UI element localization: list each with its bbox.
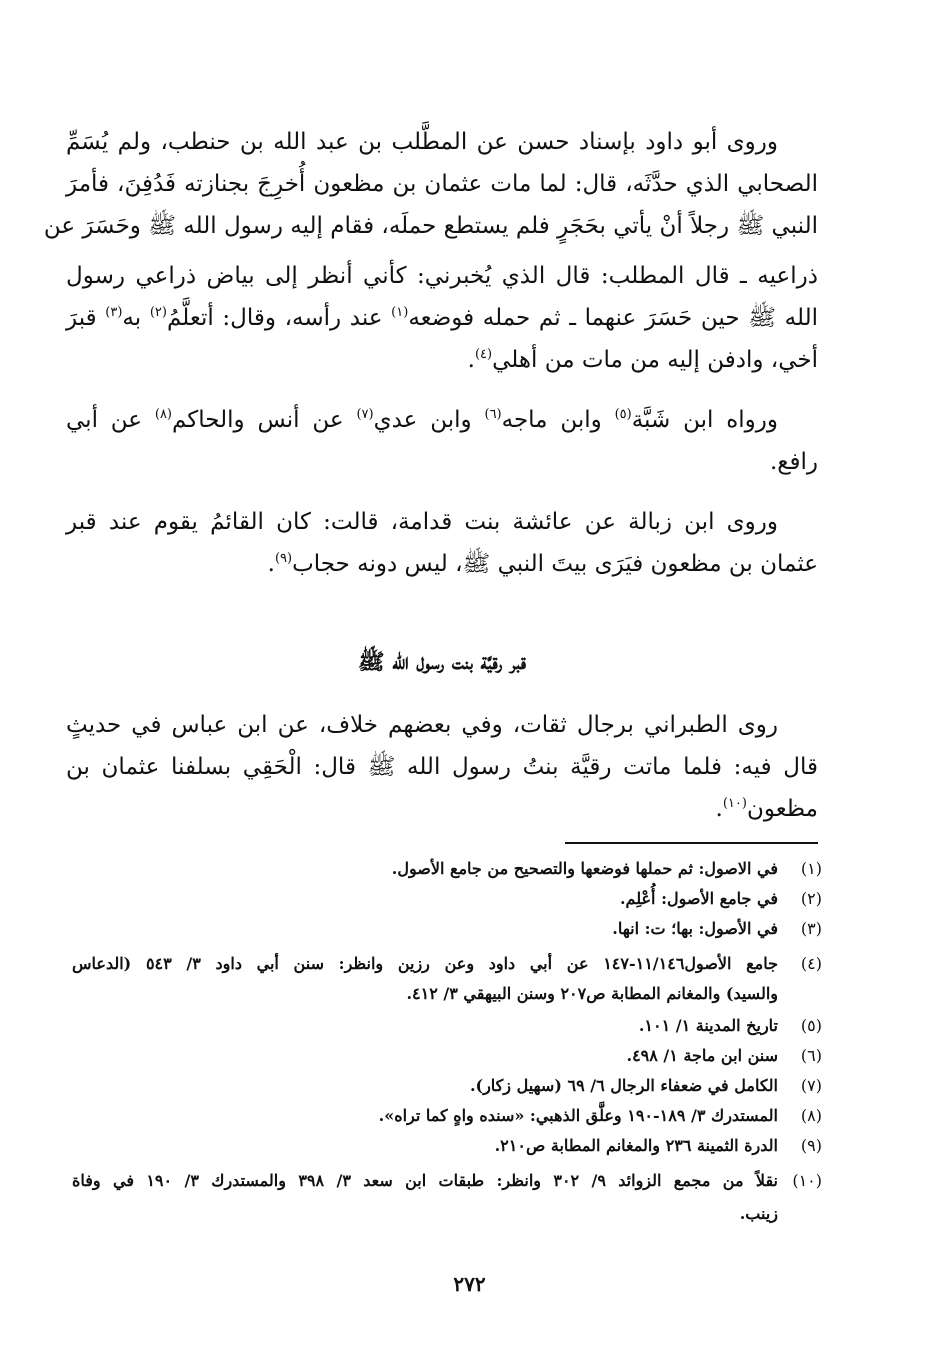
footnote-text: سنن ابن ماجة ١/ ٤٩٨.	[626, 1046, 778, 1065]
footnote-text: المستدرك ٣/ ١٨٩-١٩٠ وعلَّق الذهبي: «سنده واهٍ كما تراه».	[378, 1106, 778, 1125]
footnote-number: (٧)	[800, 1076, 822, 1095]
footnote-text: الدرة الثمينة ٢٣٦ والمغانم المطابة ص٢١٠.	[494, 1136, 778, 1155]
footnote-number: (٨)	[800, 1106, 822, 1125]
footnote-number: (٦)	[800, 1046, 822, 1065]
section-heading: قبر رقيَّة بنت رسول الله ﷺ	[358, 649, 526, 675]
footnote	[72, 918, 822, 940]
footnote-continuation: والسيد) والمغانم المطابة ص٢٠٧ وسنن البيهقي ٣/ ٤١٢.	[406, 984, 778, 1003]
body-line: الصحابي الذي حدَّثَه، قال: لما مات عثمان بن مظعون أُخرِجَ بجنازته فَدُفِنَ، فأمرَ	[66, 171, 818, 197]
period: .	[467, 347, 475, 373]
footnote-ref[interactable]: (١)	[391, 305, 409, 320]
footnote-ref[interactable]: (٨)	[154, 407, 172, 422]
text: عن أنس والحاكم	[172, 407, 357, 433]
body-line: قال فيه: فلما ماتت رقيَّة بنتُ رسول الله ﷺ قال: الْحَقِي بسلفنا عثمان بن	[66, 754, 818, 780]
footnote-text: في الأصول: بها؛ ت: انها.	[612, 919, 778, 938]
footnote-number: (٥)	[800, 1016, 822, 1035]
footnote-number: (٣)	[800, 919, 822, 938]
footnote	[72, 953, 822, 975]
text: عثمان بن مظعون فيَرَى بيتَ النبي ﷺ، ليس دونه حجاب	[292, 551, 818, 577]
body-line: وروى ابن زبالة عن عائشة بنت قدامة، قالت: كان القائمُ يقوم عند قبر	[66, 509, 778, 535]
footnote-number: (١٠)	[792, 1171, 823, 1190]
body-line	[66, 792, 818, 826]
text: وابن ماجه	[501, 407, 615, 433]
footnote-text: تاريخ المدينة ١/ ١٠١.	[638, 1016, 778, 1035]
footnote-ref[interactable]: (٢)	[149, 305, 167, 320]
body-line: وروى أبو داود بإسناد حسن عن المطَّلب بن عبد الله بن حنطب، ولم يُسَمِّ	[66, 129, 778, 155]
footnote-text: في الاصول: ثم حملها فوضعها والتصحيح من جامع الأصول.	[391, 859, 778, 878]
footnote	[72, 1075, 822, 1097]
page-number: ٢٧٢	[453, 1272, 486, 1296]
footnote-text: في جامع الأصول: أُعْلِم.	[619, 889, 778, 908]
period: .	[267, 551, 275, 577]
footnote	[72, 1170, 822, 1192]
footnote	[72, 1135, 822, 1157]
body-line: رافع.	[769, 449, 818, 475]
body-line	[66, 343, 818, 377]
text: وابن عدي	[373, 407, 485, 433]
footnote-ref[interactable]: (٦)	[484, 407, 502, 422]
footnote	[72, 1045, 822, 1067]
footnote	[72, 858, 822, 880]
body-line	[66, 403, 818, 437]
footnote-number: (٢)	[800, 889, 822, 908]
text: مظعون	[746, 796, 818, 822]
footnote-text: جامع الأصول١١/١٤٦-١٤٧ عن أبي داود وعن رزين وانظر: سنن أبي داود ٣/ ٥٤٣ (الدعاس	[72, 954, 779, 973]
body-line	[66, 547, 818, 581]
footnote-ref[interactable]: (١٠)	[722, 796, 747, 811]
body-line: ذراعيه ـ قال المطلب: قال الذي يُخبرني: كأني أنظر إلى بياض ذراعي رسول	[66, 263, 818, 289]
text: ورواه ابن شَبَّة	[631, 407, 778, 433]
footnote	[72, 1015, 822, 1037]
body-line: روى الطبراني برجال ثقات، وفي بعضهم خلاف، عن ابن عباس في حديثٍ	[66, 712, 778, 738]
text: عن أبي	[66, 407, 155, 433]
footnote-ref[interactable]: (٣)	[105, 305, 123, 320]
text: أخي، وادفن إليه من مات من أهلي	[492, 347, 818, 373]
footnote-text: الكامل في ضعفاء الرجال ٦/ ٦٩ (سهيل زكار).	[469, 1076, 778, 1095]
footnote	[72, 888, 822, 910]
footnote-ref[interactable]: (٥)	[614, 407, 632, 422]
body-line: النبي ﷺ رجلاً أنْ يأتي بحَجَرٍ فلم يستطع حملَه، فقام إليه رسول الله ﷺ وحَسَرَ عن	[43, 213, 818, 239]
footnote-number: (١)	[800, 859, 822, 878]
footnote	[72, 1105, 822, 1127]
footnote-continuation: زينب.	[739, 1204, 778, 1223]
text: الله ﷺ حين حَسَرَ عنهما ـ ثم حمله فوضعه	[408, 305, 819, 331]
footnote-ref[interactable]: (٤)	[474, 347, 493, 362]
footnote-number: (٩)	[800, 1136, 822, 1155]
body-line	[66, 301, 818, 335]
footnote-ref[interactable]: (٧)	[356, 407, 374, 422]
text: قبرَ	[66, 305, 106, 331]
footnote-separator	[565, 842, 818, 844]
text: عند رأسه، وقال: أتعلَّمُ	[166, 305, 392, 331]
period: .	[715, 796, 723, 822]
text: به	[122, 305, 150, 331]
footnote-number: (٤)	[800, 954, 823, 973]
footnote-text: نقلاً من مجمع الزوائد ٩/ ٣٠٢ وانظر: طبقات ابن سعد ٣/ ٣٩٨ والمستدرك ٣/ ١٩٠ في وفاة	[72, 1171, 779, 1190]
footnote-ref[interactable]: (٩)	[274, 551, 293, 566]
